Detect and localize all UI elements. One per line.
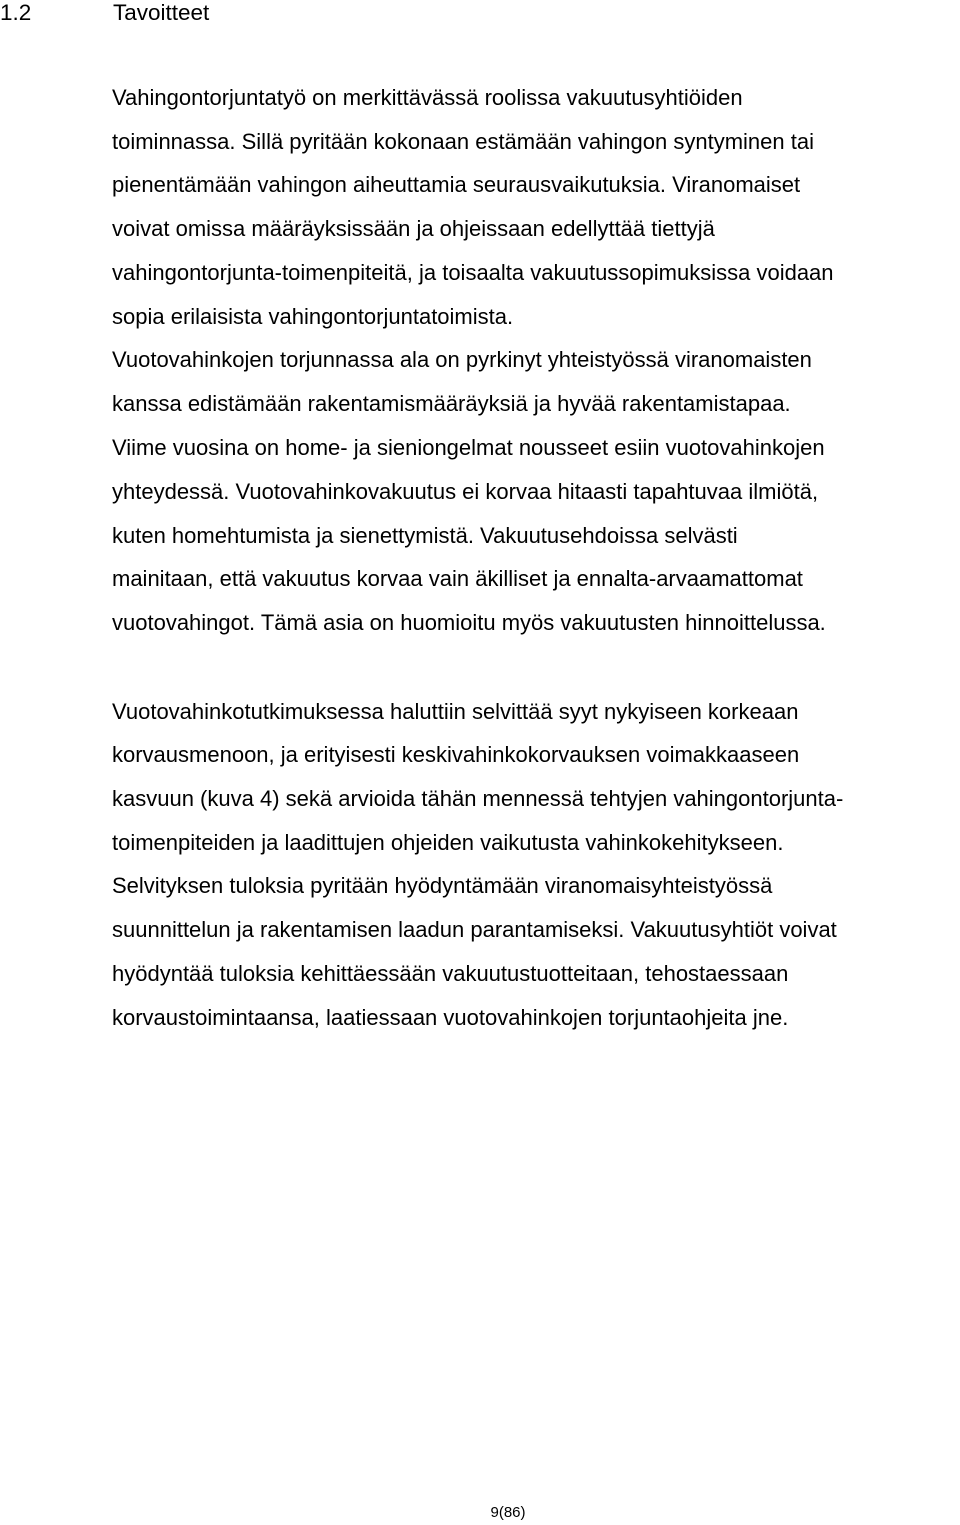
text-line: vuotovahingot. Tämä asia on huomioitu myös vakuutusten hinnoittelussa. xyxy=(112,610,826,635)
text-line: Vuotovahinkotutkimuksessa haluttiin selvittää syyt nykyiseen korkeaan xyxy=(112,699,799,724)
text-line: kasvuun (kuva 4) sekä arvioida tähän mennessä tehtyjen vahingontorjunta- xyxy=(112,786,844,811)
text-line: Selvityksen tuloksia pyritään hyödyntämään viranomaisyhteistyössä xyxy=(112,873,773,898)
text-line: toiminnassa. Sillä pyritään kokonaan estämään vahingon syntyminen tai xyxy=(112,129,814,154)
text-line: korvausmenoon, ja erityisesti keskivahinkokorvauksen voimakkaaseen xyxy=(112,742,800,767)
section-number: 1.2 xyxy=(0,0,32,25)
text-line: korvaustoimintaansa, laatiessaan vuotovahinkojen torjuntaohjeita jne. xyxy=(112,1005,789,1030)
text-line: voivat omissa määräyksissään ja ohjeissaan edellyttää tiettyjä xyxy=(112,216,715,241)
text-line: Viime vuosina on home- ja sieniongelmat nousseet esiin vuotovahinkojen xyxy=(112,435,825,460)
text-line: Vuotovahinkojen torjunnassa ala on pyrkinyt yhteistyössä viranomaisten xyxy=(112,347,812,372)
text-line: hyödyntää tuloksia kehittäessään vakuutustuotteitaan, tehostaessaan xyxy=(112,961,789,986)
text-line: toimenpiteiden ja laadittujen ohjeiden vaikutusta vahinkokehitykseen. xyxy=(112,830,784,855)
text-line: mainitaan, että vakuutus korvaa vain äkilliset ja ennalta-arvaamattomat xyxy=(112,566,803,591)
text-line: suunnittelun ja rakentamisen laadun parantamiseksi. Vakuutusyhtiöt voivat xyxy=(112,917,837,942)
text-line: Vahingontorjuntatyö on merkittävässä roolissa vakuutusyhtiöiden xyxy=(112,85,743,110)
section-title: Tavoitteet xyxy=(113,0,210,25)
text-line: pienentämään vahingon aiheuttamia seurausvaikutuksia. Viranomaiset xyxy=(112,172,801,197)
text-line: kuten homehtumista ja sienettymistä. Vakuutusehdoissa selvästi xyxy=(112,523,738,548)
text-line: vahingontorjunta-toimenpiteitä, ja toisaalta vakuutussopimuksissa voidaan xyxy=(112,260,834,285)
text-line: sopia erilaisista vahingontorjuntatoimista. xyxy=(112,304,514,329)
page-number: 9(86) xyxy=(490,1504,526,1521)
text-line: yhteydessä. Vuotovahinkovakuutus ei korvaa hitaasti tapahtuvaa ilmiötä, xyxy=(112,479,819,504)
text-line: kanssa edistämään rakentamismääräyksiä ja hyvää rakentamistapaa. xyxy=(112,391,791,416)
